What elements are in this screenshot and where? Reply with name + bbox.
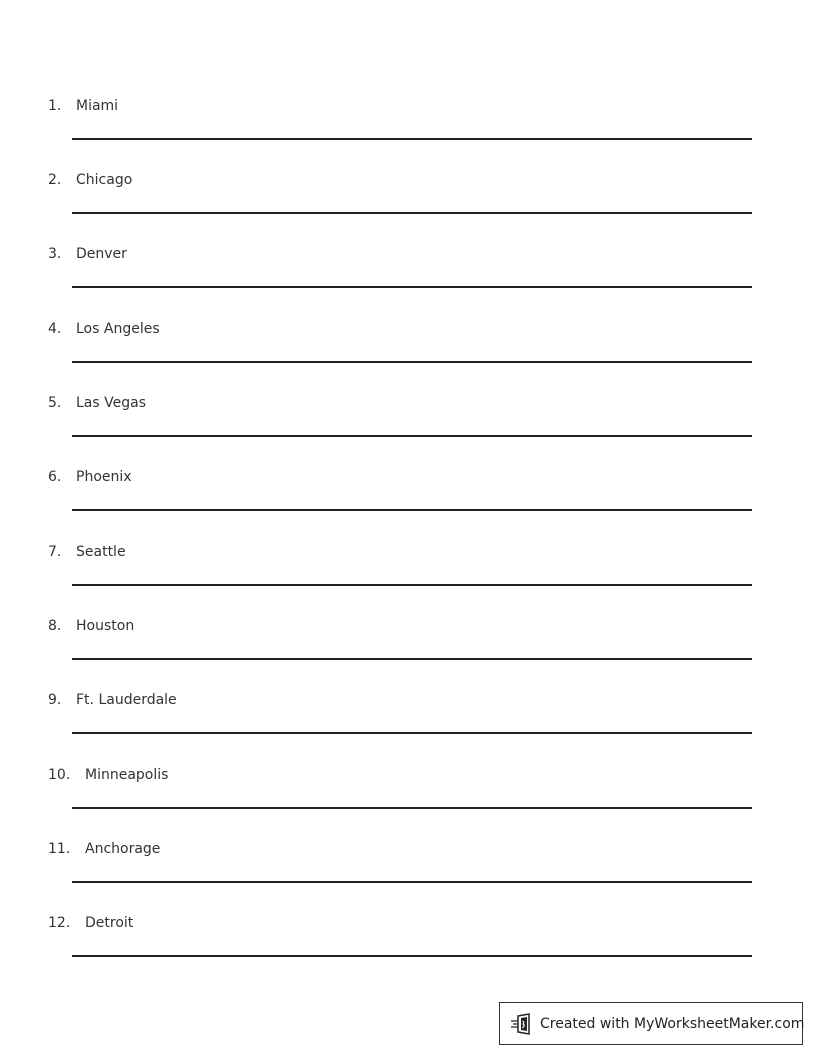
list-item [0, 543, 816, 617]
answer-line[interactable] [72, 807, 752, 809]
item-number: 2. [48, 172, 62, 188]
footer-badge[interactable] [499, 1002, 803, 1045]
list-item [0, 914, 816, 988]
footer-credit-text: Created with MyWorksheetMaker.com [540, 1016, 805, 1032]
answer-line[interactable] [72, 584, 752, 586]
item-number: 5. [48, 395, 62, 411]
item-number: 11. [48, 841, 71, 857]
list-item [0, 171, 816, 245]
item-text: Detroit [85, 915, 134, 931]
item-text: Miami [76, 98, 119, 114]
answer-line[interactable] [72, 732, 752, 734]
item-number: 12. [48, 915, 71, 931]
item-text: Minneapolis [85, 767, 169, 783]
list-item [0, 468, 816, 542]
item-text: Las Vegas [76, 395, 146, 411]
item-number: 1. [48, 98, 62, 114]
answer-line[interactable] [72, 881, 752, 883]
list-item [0, 245, 816, 319]
item-number: 6. [48, 469, 62, 485]
list-item [0, 766, 816, 840]
item-text: Phoenix [76, 469, 132, 485]
item-text: Ft. Lauderdale [76, 692, 177, 708]
item-number: 8. [48, 618, 62, 634]
list-item [0, 97, 816, 171]
list-item [0, 617, 816, 691]
answer-line[interactable] [72, 435, 752, 437]
list-item [0, 394, 816, 468]
item-text: Chicago [76, 172, 133, 188]
list-item [0, 320, 816, 394]
item-number: 3. [48, 246, 62, 262]
answer-line[interactable] [72, 212, 752, 214]
answer-line[interactable] [72, 955, 752, 957]
item-number: 9. [48, 692, 62, 708]
answer-line[interactable] [72, 509, 752, 511]
item-text: Houston [76, 618, 135, 634]
item-text: Seattle [76, 544, 126, 560]
item-number: 4. [48, 321, 62, 337]
list-item [0, 691, 816, 765]
answer-line[interactable] [72, 658, 752, 660]
answer-line[interactable] [72, 361, 752, 363]
item-number: 10. [48, 767, 71, 783]
item-text: Denver [76, 246, 127, 262]
answer-line[interactable] [72, 286, 752, 288]
worksheet-maker-logo-icon [510, 1013, 534, 1035]
item-number: 7. [48, 544, 62, 560]
list-item [0, 840, 816, 914]
answer-line[interactable] [72, 138, 752, 140]
item-text: Los Angeles [76, 321, 160, 337]
item-text: Anchorage [85, 841, 161, 857]
